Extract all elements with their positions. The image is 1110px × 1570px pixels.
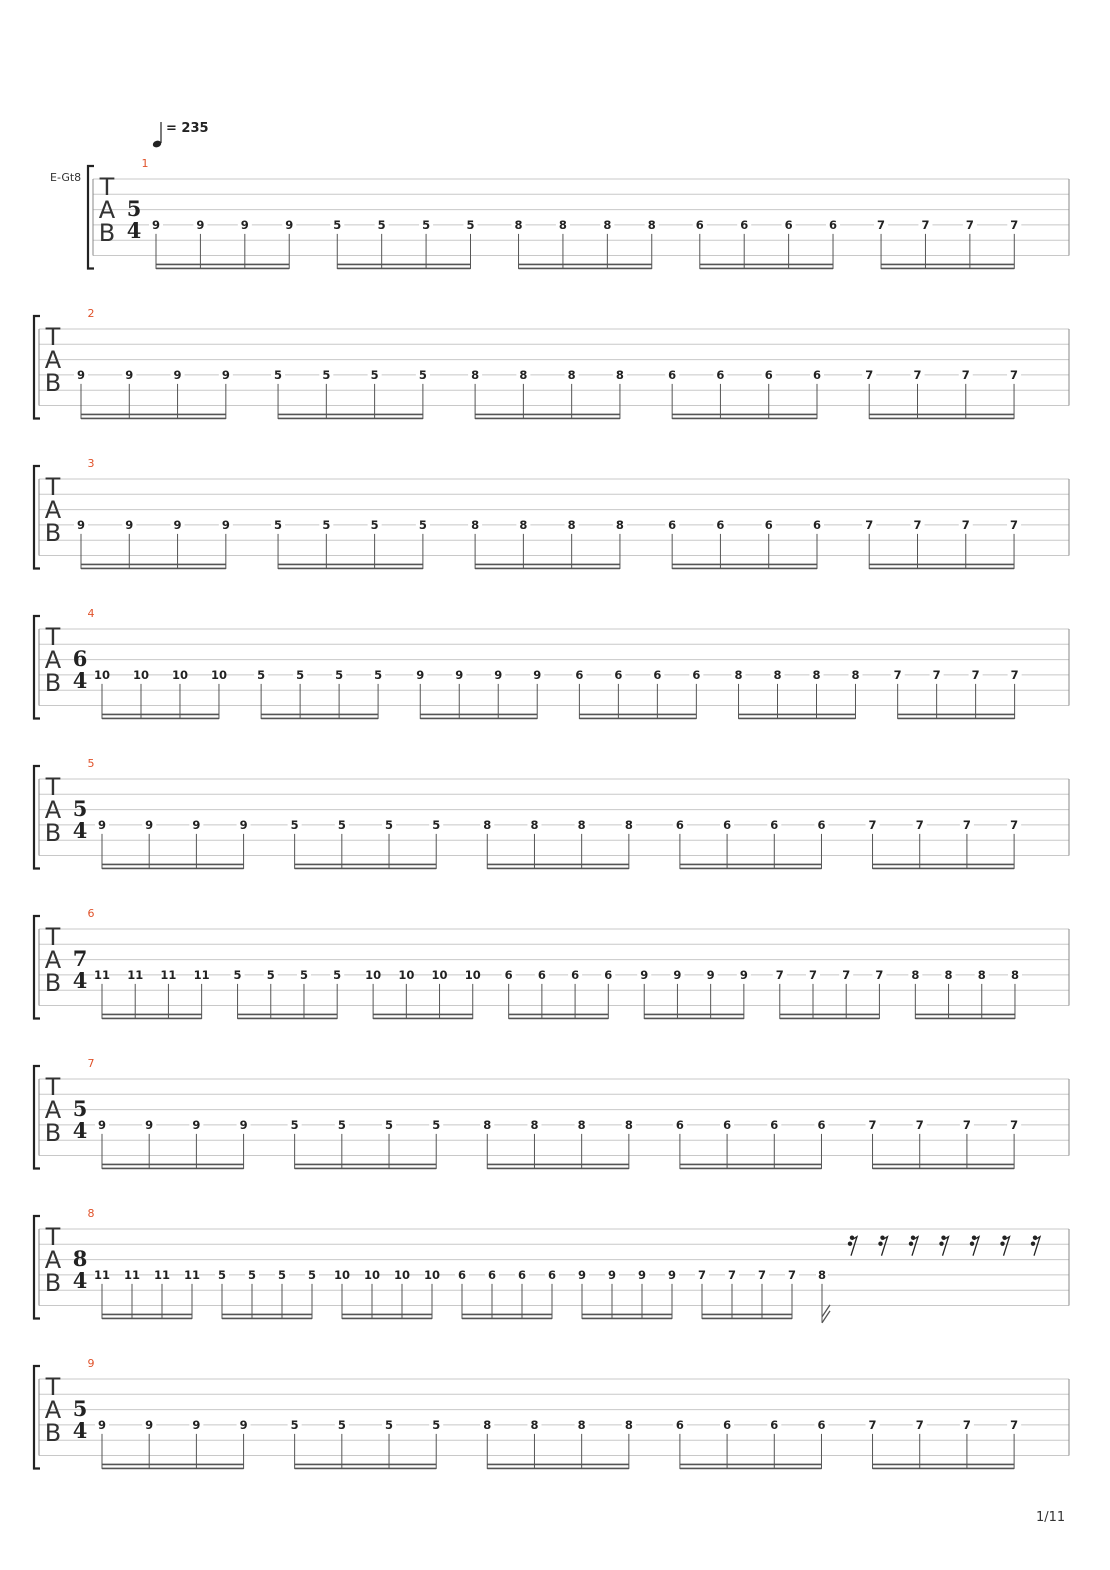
fret-number: 9 [739, 967, 748, 982]
tab-clef-letter: A [44, 946, 62, 974]
measure-number: 4 [87, 607, 95, 620]
tab-clef-letter: B [44, 669, 62, 697]
fret-number: 5 [322, 367, 331, 382]
rest-dot [878, 1241, 882, 1245]
fret-number: 8 [577, 1417, 586, 1432]
fret-number: 5 [337, 1117, 346, 1132]
fret-number: 6 [517, 1267, 527, 1282]
fret-number: 9 [533, 667, 542, 682]
time-signature-bottom: 4 [72, 668, 88, 693]
fret-number: 11 [183, 1267, 201, 1282]
fret-number: 7 [1010, 817, 1019, 832]
fret-number: 5 [266, 967, 275, 982]
fret-number: 8 [519, 367, 528, 382]
fret-number: 7 [757, 1267, 767, 1282]
fret-number: 8 [471, 367, 480, 382]
time-signature-bottom: 4 [72, 1418, 88, 1443]
fret-number: 5 [377, 217, 386, 232]
fret-number: 6 [537, 967, 546, 982]
tab-clef-letter: B [44, 519, 62, 547]
tab-clef-letter: B [44, 1419, 62, 1447]
fret-number: 6 [740, 217, 749, 232]
fret-number: 8 [615, 517, 624, 532]
note-flag [822, 1311, 830, 1323]
fret-number: 7 [697, 1267, 707, 1282]
fret-number: 7 [1010, 1417, 1019, 1432]
fret-number: 10 [398, 967, 415, 982]
fret-number: 9 [239, 1117, 248, 1132]
fret-number: 6 [575, 667, 584, 682]
fret-number: 6 [764, 517, 773, 532]
fret-number: 9 [221, 517, 230, 532]
fret-number: 10 [93, 667, 111, 682]
tab-clef-letter: A [44, 796, 62, 824]
fret-number: 6 [784, 217, 793, 232]
fret-number: 11 [160, 967, 177, 982]
fret-number: 7 [893, 667, 902, 682]
fret-number: 6 [716, 517, 725, 532]
fret-number: 5 [290, 1117, 299, 1132]
fret-number: 6 [504, 967, 513, 982]
rest-dot [970, 1241, 974, 1245]
fret-number: 6 [817, 1417, 826, 1432]
fret-number: 7 [915, 1417, 924, 1432]
fret-number: 9 [494, 667, 503, 682]
fret-number: 8 [624, 1417, 633, 1432]
fret-number: 6 [812, 367, 821, 382]
fret-number: 9 [76, 367, 86, 382]
fret-number: 6 [668, 367, 677, 382]
tab-clef-letter: B [44, 969, 62, 997]
fret-number: 9 [455, 667, 464, 682]
fret-number: 5 [233, 967, 242, 982]
fret-number: 5 [337, 817, 346, 832]
fret-number: 7 [865, 517, 874, 532]
fret-number: 8 [577, 1117, 586, 1132]
note-flag [822, 1305, 830, 1317]
fret-number: 7 [913, 367, 922, 382]
fret-number: 10 [210, 667, 227, 682]
fret-number: 5 [307, 1267, 317, 1282]
fret-number: 8 [817, 1267, 827, 1282]
fret-number: 6 [770, 817, 779, 832]
fret-number: 7 [965, 217, 974, 232]
measure-number: 5 [87, 757, 95, 770]
fret-number: 9 [76, 517, 86, 532]
fret-number: 9 [221, 367, 230, 382]
fret-number: 6 [770, 1117, 779, 1132]
fret-number: 10 [363, 1267, 381, 1282]
fret-number: 5 [337, 1417, 346, 1432]
fret-number: 6 [723, 817, 732, 832]
fret-number: 6 [692, 667, 701, 682]
fret-number: 9 [640, 967, 649, 982]
instrument-name: E-Gt8 [50, 171, 82, 184]
fret-number: 5 [370, 367, 379, 382]
time-signature-bottom: 4 [126, 218, 142, 243]
time-signature-bottom: 4 [72, 1268, 88, 1293]
fret-number: 10 [365, 967, 382, 982]
fret-number: 5 [385, 1417, 394, 1432]
fret-number: 10 [423, 1267, 441, 1282]
measure-number: 2 [87, 307, 95, 320]
fret-number: 6 [614, 667, 623, 682]
fret-number: 5 [290, 817, 299, 832]
fret-number: 7 [915, 817, 924, 832]
time-signature-bottom: 4 [72, 818, 88, 843]
fret-number: 5 [296, 667, 305, 682]
fret-number: 7 [1010, 217, 1019, 232]
fret-number: 5 [274, 517, 283, 532]
fret-number: 6 [547, 1267, 557, 1282]
fret-number: 6 [653, 667, 662, 682]
fret-number: 5 [247, 1267, 257, 1282]
fret-number: 8 [773, 667, 782, 682]
fret-number: 8 [471, 517, 480, 532]
time-signature-top: 5 [72, 796, 88, 821]
fret-number: 5 [374, 667, 383, 682]
tab-clef-letter: T [45, 323, 61, 351]
fret-number: 5 [333, 217, 342, 232]
fret-number: 5 [257, 667, 266, 682]
fret-number: 6 [604, 967, 613, 982]
measure-number: 6 [87, 907, 95, 920]
measure-number: 3 [87, 457, 95, 470]
fret-number: 7 [962, 1417, 971, 1432]
fret-number: 8 [530, 817, 539, 832]
fret-number: 8 [558, 217, 567, 232]
fret-number: 5 [333, 967, 342, 982]
tab-clef-letter: A [98, 196, 116, 224]
fret-number: 9 [192, 817, 201, 832]
fret-number: 7 [921, 217, 930, 232]
fret-number: 5 [277, 1267, 287, 1282]
fret-number: 7 [1010, 1117, 1019, 1132]
time-signature-top: 5 [72, 1096, 88, 1121]
fret-number: 9 [577, 1267, 587, 1282]
fret-number: 6 [668, 517, 677, 532]
fret-number: 9 [196, 217, 205, 232]
fret-number: 5 [299, 967, 308, 982]
fret-number: 7 [868, 1417, 877, 1432]
tab-clef-letter: A [44, 496, 62, 524]
fret-number: 9 [673, 967, 682, 982]
rest-dot [1000, 1241, 1004, 1245]
fret-number: 8 [977, 967, 986, 982]
fret-number: 5 [466, 217, 475, 232]
fret-number: 11 [93, 967, 111, 982]
fret-number: 9 [97, 1117, 107, 1132]
fret-number: 10 [171, 667, 188, 682]
fret-number: 9 [192, 1417, 201, 1432]
fret-number: 7 [913, 517, 922, 532]
tab-clef-letter: B [44, 1119, 62, 1147]
rest-dot [909, 1241, 913, 1245]
fret-number: 8 [1010, 967, 1019, 982]
fret-number: 6 [716, 367, 725, 382]
fret-number: 8 [812, 667, 821, 682]
tab-clef-letter: A [44, 646, 62, 674]
fret-number: 8 [567, 367, 576, 382]
tab-clef-letter: A [44, 1096, 62, 1124]
fret-number: 9 [192, 1117, 201, 1132]
fret-number: 8 [483, 1417, 492, 1432]
fret-number: 9 [706, 967, 715, 982]
tab-clef-letter: T [99, 173, 115, 201]
tab-clef-letter: B [98, 219, 116, 247]
fret-number: 7 [877, 217, 886, 232]
tab-clef-letter: B [44, 369, 62, 397]
fret-number: 8 [851, 667, 860, 682]
fret-number: 5 [335, 667, 344, 682]
fret-number: 7 [727, 1267, 737, 1282]
tab-clef-letter: T [45, 923, 61, 951]
fret-number: 5 [418, 517, 427, 532]
fret-number: 9 [97, 1417, 107, 1432]
fret-number: 5 [274, 367, 283, 382]
fret-number: 8 [911, 967, 920, 982]
fret-number: 7 [1010, 367, 1019, 382]
fret-number: 10 [333, 1267, 351, 1282]
fret-number: 9 [240, 217, 249, 232]
fret-number: 8 [514, 217, 523, 232]
fret-number: 5 [290, 1417, 299, 1432]
fret-number: 6 [770, 1417, 779, 1432]
fret-number: 9 [637, 1267, 647, 1282]
tab-clef-letter: T [45, 473, 61, 501]
fret-number: 5 [217, 1267, 227, 1282]
fret-number: 5 [422, 217, 431, 232]
tab-clef-letter: A [44, 1246, 62, 1274]
fret-number: 8 [519, 517, 528, 532]
time-signature-top: 5 [126, 196, 142, 221]
fret-number: 9 [145, 1117, 154, 1132]
rest-dot [939, 1241, 943, 1245]
fret-number: 8 [647, 217, 656, 232]
fret-number: 5 [385, 1117, 394, 1132]
fret-number: 9 [239, 1417, 248, 1432]
fret-number: 7 [1010, 667, 1019, 682]
fret-number: 5 [432, 1117, 441, 1132]
fret-number: 11 [93, 1267, 111, 1282]
fret-number: 7 [842, 967, 851, 982]
tab-clef-letter: T [45, 1223, 61, 1251]
tab-clef-letter: A [44, 346, 62, 374]
fret-number: 5 [432, 1417, 441, 1432]
fret-number: 7 [868, 1117, 877, 1132]
fret-number: 7 [915, 1117, 924, 1132]
tab-clef-letter: T [45, 623, 61, 651]
fret-number: 9 [416, 667, 425, 682]
fret-number: 9 [667, 1267, 677, 1282]
tempo-marking: = 235 [166, 121, 209, 136]
fret-number: 8 [567, 517, 576, 532]
fret-number: 7 [775, 967, 784, 982]
time-signature-top: 7 [72, 946, 88, 971]
fret-number: 10 [431, 967, 448, 982]
fret-number: 5 [370, 517, 379, 532]
fret-number: 9 [151, 217, 161, 232]
fret-number: 7 [962, 817, 971, 832]
tab-clef-letter: B [44, 819, 62, 847]
fret-number: 8 [483, 1117, 492, 1132]
fret-number: 7 [875, 967, 884, 982]
fret-number: 8 [530, 1117, 539, 1132]
fret-number: 8 [603, 217, 612, 232]
fret-number: 9 [125, 367, 134, 382]
measure-number: 9 [87, 1357, 95, 1370]
fret-number: 7 [962, 1117, 971, 1132]
fret-number: 9 [173, 367, 182, 382]
time-signature-top: 8 [72, 1246, 88, 1271]
tab-clef-letter: T [45, 773, 61, 801]
measure-number: 1 [141, 157, 149, 170]
fret-number: 7 [932, 667, 941, 682]
fret-number: 7 [961, 367, 970, 382]
measure-number: 8 [87, 1207, 95, 1220]
fret-number: 9 [97, 817, 107, 832]
fret-number: 7 [971, 667, 980, 682]
page-number: 1/11 [1036, 1510, 1066, 1525]
time-signature-bottom: 4 [72, 1118, 88, 1143]
fret-number: 9 [607, 1267, 617, 1282]
fret-number: 5 [432, 817, 441, 832]
fret-number: 5 [385, 817, 394, 832]
fret-number: 6 [487, 1267, 497, 1282]
fret-number: 9 [173, 517, 182, 532]
fret-number: 9 [285, 217, 294, 232]
fret-number: 11 [193, 967, 210, 982]
fret-number: 7 [808, 967, 817, 982]
tab-clef-letter: T [45, 1373, 61, 1401]
fret-number: 7 [865, 367, 874, 382]
fret-number: 6 [571, 967, 580, 982]
fret-number: 8 [624, 817, 633, 832]
fret-number: 7 [868, 817, 877, 832]
fret-number: 6 [723, 1117, 732, 1132]
fret-number: 8 [483, 817, 492, 832]
fret-number: 11 [127, 967, 144, 982]
fret-number: 8 [624, 1117, 633, 1132]
fret-number: 6 [695, 217, 704, 232]
fret-number: 8 [577, 817, 586, 832]
fret-number: 5 [418, 367, 427, 382]
fret-number: 10 [393, 1267, 411, 1282]
fret-number: 6 [817, 817, 826, 832]
fret-number: 7 [1010, 517, 1019, 532]
fret-number: 6 [723, 1417, 732, 1432]
fret-number: 7 [787, 1267, 797, 1282]
fret-number: 11 [153, 1267, 171, 1282]
fret-number: 5 [322, 517, 331, 532]
fret-number: 10 [132, 667, 149, 682]
fret-number: 6 [817, 1117, 826, 1132]
tab-clef-letter: B [44, 1269, 62, 1297]
fret-number: 6 [457, 1267, 467, 1282]
fret-number: 6 [675, 817, 684, 832]
tab-clef-letter: A [44, 1396, 62, 1424]
time-signature-top: 6 [72, 646, 88, 671]
fret-number: 11 [123, 1267, 141, 1282]
rest-dot [1031, 1241, 1035, 1245]
time-signature-top: 5 [72, 1396, 88, 1421]
time-signature-bottom: 4 [72, 968, 88, 993]
fret-number: 6 [829, 217, 838, 232]
fret-number: 8 [530, 1417, 539, 1432]
fret-number: 9 [239, 817, 248, 832]
measure-number: 7 [87, 1057, 95, 1070]
fret-number: 6 [812, 517, 821, 532]
fret-number: 7 [961, 517, 970, 532]
rest-dot [848, 1241, 852, 1245]
fret-number: 9 [125, 517, 134, 532]
fret-number: 6 [764, 367, 773, 382]
fret-number: 10 [464, 967, 481, 982]
fret-number: 9 [145, 817, 154, 832]
fret-number: 9 [145, 1417, 154, 1432]
fret-number: 6 [675, 1417, 684, 1432]
fret-number: 8 [944, 967, 953, 982]
fret-number: 8 [734, 667, 743, 682]
fret-number: 8 [615, 367, 624, 382]
fret-number: 6 [675, 1117, 684, 1132]
tab-clef-letter: T [45, 1073, 61, 1101]
